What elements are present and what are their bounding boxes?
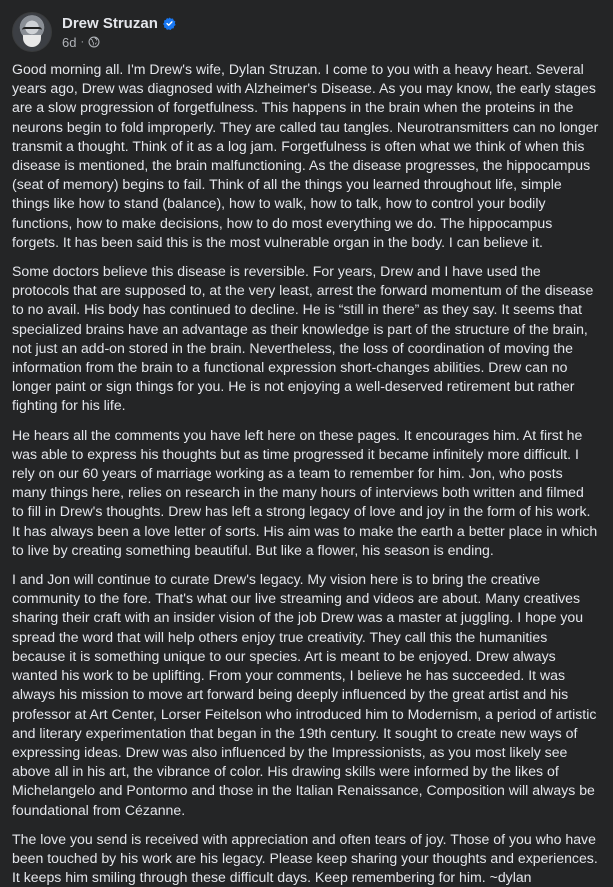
name-row — [62, 15, 176, 32]
post-timestamp[interactable]: 6d — [62, 34, 77, 50]
meta-separator: · — [80, 36, 85, 48]
post-paragraph: Good morning all. I'm Drew's wife, Dylan Struzan. I come to you with a heavy heart. Several years ago, Drew was diagnosed with Alzheimer's Disease. As you may know, the early stages are a slow progression of forgetfulness. This happens in the brain when the proteins in the neurons begin to fold improperly. They are called tau tangles. Neurotransmitters can no longer transmit a thought. Think of it as a log jam. Forgetfulness is often what we think of when this disease is mentioned, the brain malfunctioning. As the disease progresses, the hippocampus (seat of memory) begins to fail. Think of all the things you learned throughout life, simple things like how to stand (balance), how to walk, how to talk, how to control your bodily functions, how to make decisions, how to do most everything we do. The hippocampus forgets. It has been said this is the most vulnerable organ in the body. I can believe it. — [12, 61, 599, 250]
globe-icon[interactable] — [88, 36, 100, 48]
author-name[interactable]: Drew Struzan — [62, 14, 158, 32]
post-body — [12, 60, 603, 887]
post-paragraph: I and Jon will continue to curate Drew's legacy. My vision here is to bring the creative community to the fore. That's what our live streaming and videos are about. Many creatives sharing their craft with an insider vision of the job Drew was a master at juggling. I hope you spread the word that will help others enjoy true creativity. They call this the humanities because it is something unique to our species. Art is meant to be enjoyed. Drew always wanted his work to be uplifting. From your comments, I believe he has succeeded. It was always his mission to move art forward being deeply influenced by the great artist and his professor at Art Center, Lorser Feitelson who introduced him to Modernism, a period of artistic and literary experimentation that began in the 19th century. It sought to create new ways of expressing ideas. Drew was also influenced by the Impressionists, as you most likely see above all in his art, the vibrance of color. His drawing skills were informed by the likes of Michelangelo and Pontormo and those in the Italian Renaissance, Composition will always be foundational from Cézanne. — [12, 571, 597, 818]
avatar-beard — [23, 35, 41, 47]
avatar[interactable] — [12, 12, 52, 52]
post-paragraph: Some doctors believe this disease is reversible. For years, Drew and I have used the protocols that are supposed to, at the very least, arrest the forward momentum of the disease to no avail. His body has continued to decline. He is “still in there” as they say. It seems that specialized brains have an advantage as their knowledge is part of the structure of the brain, not just an add-on stored in the brain. Nevertheless, the loss of coordination of moving the information from the brain to a functional expression short-changes abilities. Drew can no longer paint or sign things for you. He is not enjoying a well-deserved retirement but rather fighting for his life. — [12, 263, 594, 414]
post-paragraph: The love you send is received with appreciation and often tears of joy. Those of you who have been touched by his work are his legacy. Please keep sharing your thoughts and experiences. It keeps him smiling through these difficult days. Keep remembering for him. ~dylan — [12, 830, 598, 886]
avatar-glasses — [22, 27, 42, 35]
post-paragraph: He hears all the comments you have left here on these pages. It encourages him. At first he was able to express his thoughts but as time progressed it became infinitely more difficult. I rely on our 60 years of marriage working as a team to remember for him. Jon, who posts many things here, relies on research in the many hours of interviews both written and filmed to fill in Drew's thoughts. Drew has left a strong legacy of love and joy in the form of his work. It has always been a love letter of sorts. His aim was to make the earth a better place in which to live by creating something beautiful. But like a flower, his season is ending. — [12, 426, 598, 558]
verified-badge-icon — [163, 17, 176, 30]
author-block — [62, 15, 176, 50]
post-header — [12, 10, 603, 54]
post-meta — [62, 35, 176, 50]
